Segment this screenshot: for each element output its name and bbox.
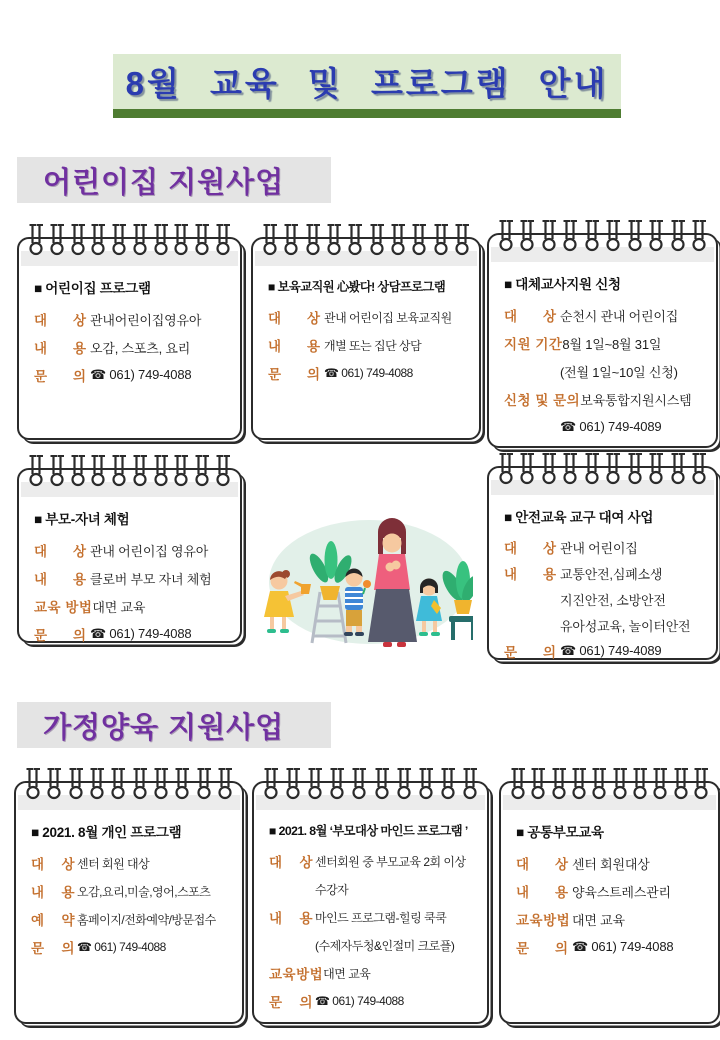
row-value: ☎ 061) 749-4088 (572, 939, 674, 954)
card-parent-child-experience (17, 468, 242, 643)
card-title: ■ 안전교육 교구 대여 사업 (504, 510, 654, 525)
row-label: 대 상 (34, 313, 87, 328)
binder-ring-icon (45, 767, 63, 800)
row-value: 대면 교육 (92, 599, 146, 615)
card-row (269, 847, 483, 875)
card-row (34, 620, 236, 648)
card-row (516, 877, 714, 905)
row-value: 수강자 (315, 882, 349, 897)
row-label: 예 약 (31, 913, 76, 928)
row-label: 내 용 (34, 341, 87, 356)
card-row (34, 305, 236, 333)
card-row (504, 638, 712, 664)
card-row (31, 877, 238, 905)
binder-ring-icon (604, 219, 622, 252)
row-label: 문 의 (34, 369, 87, 384)
binder-ring-icon (590, 767, 608, 800)
row-label: 교육 방법 (34, 600, 93, 615)
binder-ring-icon (172, 454, 190, 487)
binder-ring-icon (350, 767, 368, 800)
row-label: 내 용 (516, 885, 569, 900)
card-content (31, 815, 238, 961)
binder-rings (509, 767, 710, 800)
card-rows (31, 849, 238, 961)
binder-ring-icon (439, 767, 457, 800)
card-row (34, 333, 236, 361)
card-row (269, 903, 483, 931)
row-label: 대 상 (268, 311, 321, 326)
card-counseling-program (251, 237, 481, 440)
card-row (516, 933, 714, 961)
row-label: 대 상 (504, 541, 557, 556)
binder-ring-icon (282, 223, 300, 256)
card-row (268, 331, 475, 359)
binder-ring-icon (395, 767, 413, 800)
row-value: 오감,요리,미술,영어,스포츠 (77, 884, 211, 899)
binder-ring-icon (692, 767, 710, 800)
binder-ring-icon (373, 767, 391, 800)
binder-ring-icon (626, 219, 644, 252)
binder-ring-icon (540, 452, 558, 485)
binder-ring-icon (561, 452, 579, 485)
binder-ring-icon (518, 219, 536, 252)
binder-ring-icon (131, 454, 149, 487)
row-value: 8월 1일~8월 31일 (562, 336, 662, 352)
binder-ring-icon (631, 767, 649, 800)
card-content (504, 267, 712, 441)
card-row (269, 959, 483, 987)
binder-ring-icon (626, 452, 644, 485)
card-row (269, 931, 483, 959)
binder-ring-icon (88, 767, 106, 800)
page-title: 8월 교육 및 프로그램 안내 (125, 65, 609, 102)
row-value: 순천시 관내 어린이집 (560, 308, 679, 324)
card-row (504, 560, 712, 586)
row-label: 교육방법 (269, 967, 324, 982)
card-title: ■ 보육교직원 心봤다! 상담프로그램 (268, 280, 446, 294)
binder-ring-icon (131, 223, 149, 256)
binder-ring-icon (152, 223, 170, 256)
binder-rings (27, 223, 232, 256)
row-value: 관내 어린이집 영유아 (90, 543, 209, 559)
card-row (504, 357, 712, 385)
title-banner (113, 54, 621, 109)
binder-ring-icon (604, 452, 622, 485)
binder-rings (27, 454, 232, 487)
row-value: (수제자두청&인절미 크로플) (315, 938, 455, 953)
binder-ring-icon (89, 223, 107, 256)
card-rows (34, 536, 236, 648)
row-value: 양육스트레스관리 (572, 884, 671, 900)
row-label: 문 의 (516, 941, 569, 956)
row-value: ☎ 061) 749-4088 (90, 367, 192, 382)
card-row (34, 536, 236, 564)
section-header-home-care (17, 702, 331, 748)
binder-ring-icon (690, 219, 708, 252)
card-daycare-program (17, 237, 242, 440)
card-row (34, 592, 236, 620)
row-value: 대면 교육 (323, 966, 371, 981)
binder-ring-icon (110, 223, 128, 256)
card-row (504, 586, 712, 612)
row-label: 교육방법 (516, 913, 571, 928)
row-value: 관내어린이집영유아 (90, 312, 202, 328)
binder-ring-icon (304, 223, 322, 256)
binder-ring-icon (261, 223, 279, 256)
binder-ring-icon (647, 452, 665, 485)
card-rows (34, 305, 236, 389)
card-common-parent-education (499, 781, 720, 1024)
card-row (516, 905, 714, 933)
binder-ring-icon (611, 767, 629, 800)
binder-ring-icon (69, 223, 87, 256)
card-title: ■ 대체교사지원 신청 (504, 277, 621, 292)
row-label: 신청 및 문의 (504, 393, 581, 408)
binder-ring-icon (389, 223, 407, 256)
row-value: ☎ 061) 749-4089 (560, 419, 662, 434)
row-value: 대면 교육 (572, 912, 625, 928)
card-content (516, 815, 714, 961)
binder-ring-icon (368, 223, 386, 256)
card-title: ■ 공통부모교육 (516, 825, 604, 840)
card-row (504, 385, 712, 413)
row-label: 문 의 (269, 995, 314, 1010)
binder-ring-icon (109, 767, 127, 800)
binder-ring-icon (583, 219, 601, 252)
card-row (504, 612, 712, 638)
binder-ring-icon (561, 219, 579, 252)
row-label: 대 상 (34, 544, 87, 559)
binder-ring-icon (110, 454, 128, 487)
binder-ring-icon (27, 223, 45, 256)
binder-ring-icon (193, 454, 211, 487)
card-row (31, 905, 238, 933)
row-label: 문 의 (34, 628, 87, 643)
card-row (269, 987, 483, 1015)
binder-ring-icon (262, 767, 280, 800)
card-individual-program (14, 781, 244, 1024)
card-title: ■ 2021. 8월 개인 프로그램 (31, 825, 182, 840)
binder-ring-icon (152, 454, 170, 487)
binder-ring-icon (690, 452, 708, 485)
binder-ring-icon (410, 223, 428, 256)
card-row (34, 564, 236, 592)
binder-ring-icon (647, 219, 665, 252)
binder-ring-icon (461, 767, 479, 800)
card-rows (269, 847, 483, 1015)
row-value: 오감, 스포츠, 요리 (90, 340, 191, 356)
row-label: 문 의 (31, 941, 76, 956)
binder-ring-icon (497, 452, 515, 485)
binder-rings (261, 223, 471, 256)
section-title: 어린이집 지원사업 (43, 166, 285, 199)
binder-ring-icon (651, 767, 669, 800)
row-value: 개별 또는 집단 상담 (324, 338, 422, 353)
binder-ring-icon (509, 767, 527, 800)
card-content (268, 271, 475, 387)
card-content (504, 500, 712, 664)
card-row (268, 303, 475, 331)
binder-ring-icon (193, 223, 211, 256)
row-value: (전월 1일~10일 신청) (560, 364, 678, 380)
binder-ring-icon (67, 767, 85, 800)
binder-ring-icon (529, 767, 547, 800)
row-value: 홈페이지/전화예약/방문접수 (77, 912, 216, 927)
card-content (34, 502, 236, 648)
binder-ring-icon (131, 767, 149, 800)
card-row (504, 329, 712, 357)
binder-rings (497, 452, 708, 485)
binder-ring-icon (669, 219, 687, 252)
row-label: 내 용 (504, 567, 557, 582)
binder-ring-icon (214, 454, 232, 487)
binder-ring-icon (27, 454, 45, 487)
section-header-childcare (17, 157, 331, 203)
card-row (268, 359, 475, 387)
row-label: 대 상 (504, 309, 557, 324)
section-title: 가정양육 지원사업 (43, 711, 285, 744)
card-rows (516, 849, 714, 961)
binder-ring-icon (195, 767, 213, 800)
row-label: 내 용 (268, 339, 321, 354)
binder-rings (262, 767, 479, 800)
binder-ring-icon (583, 452, 601, 485)
card-safety-education-rental (487, 466, 718, 660)
row-label: 대 상 (269, 855, 314, 870)
card-content (269, 815, 483, 1015)
card-rows (504, 301, 712, 441)
binder-ring-icon (540, 219, 558, 252)
row-value: 보육통합지원시스템 (580, 392, 692, 408)
binder-ring-icon (48, 454, 66, 487)
row-value: 센터 회원 대상 (77, 856, 150, 871)
binder-ring-icon (172, 223, 190, 256)
row-value: 센터회원 중 부모교육 2회 이상 (315, 854, 466, 869)
card-row (504, 534, 712, 560)
teacher-with-children-illustration (257, 488, 473, 656)
binder-ring-icon (89, 454, 107, 487)
card-content (34, 271, 236, 389)
card-row (31, 933, 238, 961)
binder-ring-icon (346, 223, 364, 256)
card-row (504, 301, 712, 329)
card-parent-mind-program (252, 781, 489, 1024)
card-row (34, 361, 236, 389)
row-label: 문 의 (268, 367, 321, 382)
row-value: ☎ 061) 749-4088 (77, 940, 166, 954)
card-row (269, 875, 483, 903)
binder-ring-icon (325, 223, 343, 256)
row-label: 대 상 (31, 857, 76, 872)
binder-ring-icon (669, 452, 687, 485)
row-value: 센터 회원대상 (572, 856, 650, 872)
binder-ring-icon (672, 767, 690, 800)
card-substitute-teacher (487, 233, 718, 448)
binder-ring-icon (284, 767, 302, 800)
row-label: 문 의 (504, 645, 557, 660)
row-label: 대 상 (516, 857, 569, 872)
card-rows (268, 303, 475, 387)
binder-ring-icon (570, 767, 588, 800)
row-value: 관내 어린이집 (560, 540, 638, 556)
binder-ring-icon (214, 223, 232, 256)
row-value: 마인드 프로그램-힐링 쿡쿡 (315, 910, 447, 925)
card-title: ■ 어린이집 프로그램 (34, 281, 151, 296)
binder-ring-icon (417, 767, 435, 800)
binder-ring-icon (173, 767, 191, 800)
binder-ring-icon (152, 767, 170, 800)
card-row (516, 849, 714, 877)
row-value: 유아성교육, 놀이터안전 (560, 618, 691, 634)
row-value: ☎ 061) 749-4088 (90, 626, 192, 641)
row-value: 관내 어린이집 보육교직원 (324, 310, 452, 325)
binder-ring-icon (550, 767, 568, 800)
binder-ring-icon (518, 452, 536, 485)
row-label: 내 용 (34, 572, 87, 587)
binder-rings (497, 219, 708, 252)
row-value: 교통안전,심폐소생 (560, 566, 663, 582)
binder-ring-icon (432, 223, 450, 256)
row-value: ☎ 061) 749-4088 (315, 994, 404, 1008)
row-label: 내 용 (31, 885, 76, 900)
row-label: 내 용 (269, 911, 314, 926)
row-value: ☎ 061) 749-4089 (560, 643, 662, 658)
binder-ring-icon (48, 223, 66, 256)
binder-ring-icon (453, 223, 471, 256)
binder-ring-icon (69, 454, 87, 487)
card-rows (504, 534, 712, 664)
banner-underline-bar (113, 109, 621, 118)
binder-ring-icon (306, 767, 324, 800)
row-value: 클로버 부모 자녀 체험 (90, 571, 212, 587)
binder-ring-icon (497, 219, 515, 252)
row-label: 지원 기간 (504, 337, 563, 352)
row-value: 지진안전, 소방안전 (560, 592, 666, 608)
binder-ring-icon (328, 767, 346, 800)
card-title: ■ 부모-자녀 체험 (34, 512, 130, 527)
card-title: ■ 2021. 8월 ‘부모대상 마인드 프로그램 ’ (269, 824, 468, 838)
row-value: ☎ 061) 749-4088 (324, 366, 413, 380)
binder-rings (24, 767, 234, 800)
card-row (31, 849, 238, 877)
binder-ring-icon (216, 767, 234, 800)
binder-ring-icon (24, 767, 42, 800)
card-row (504, 413, 712, 441)
